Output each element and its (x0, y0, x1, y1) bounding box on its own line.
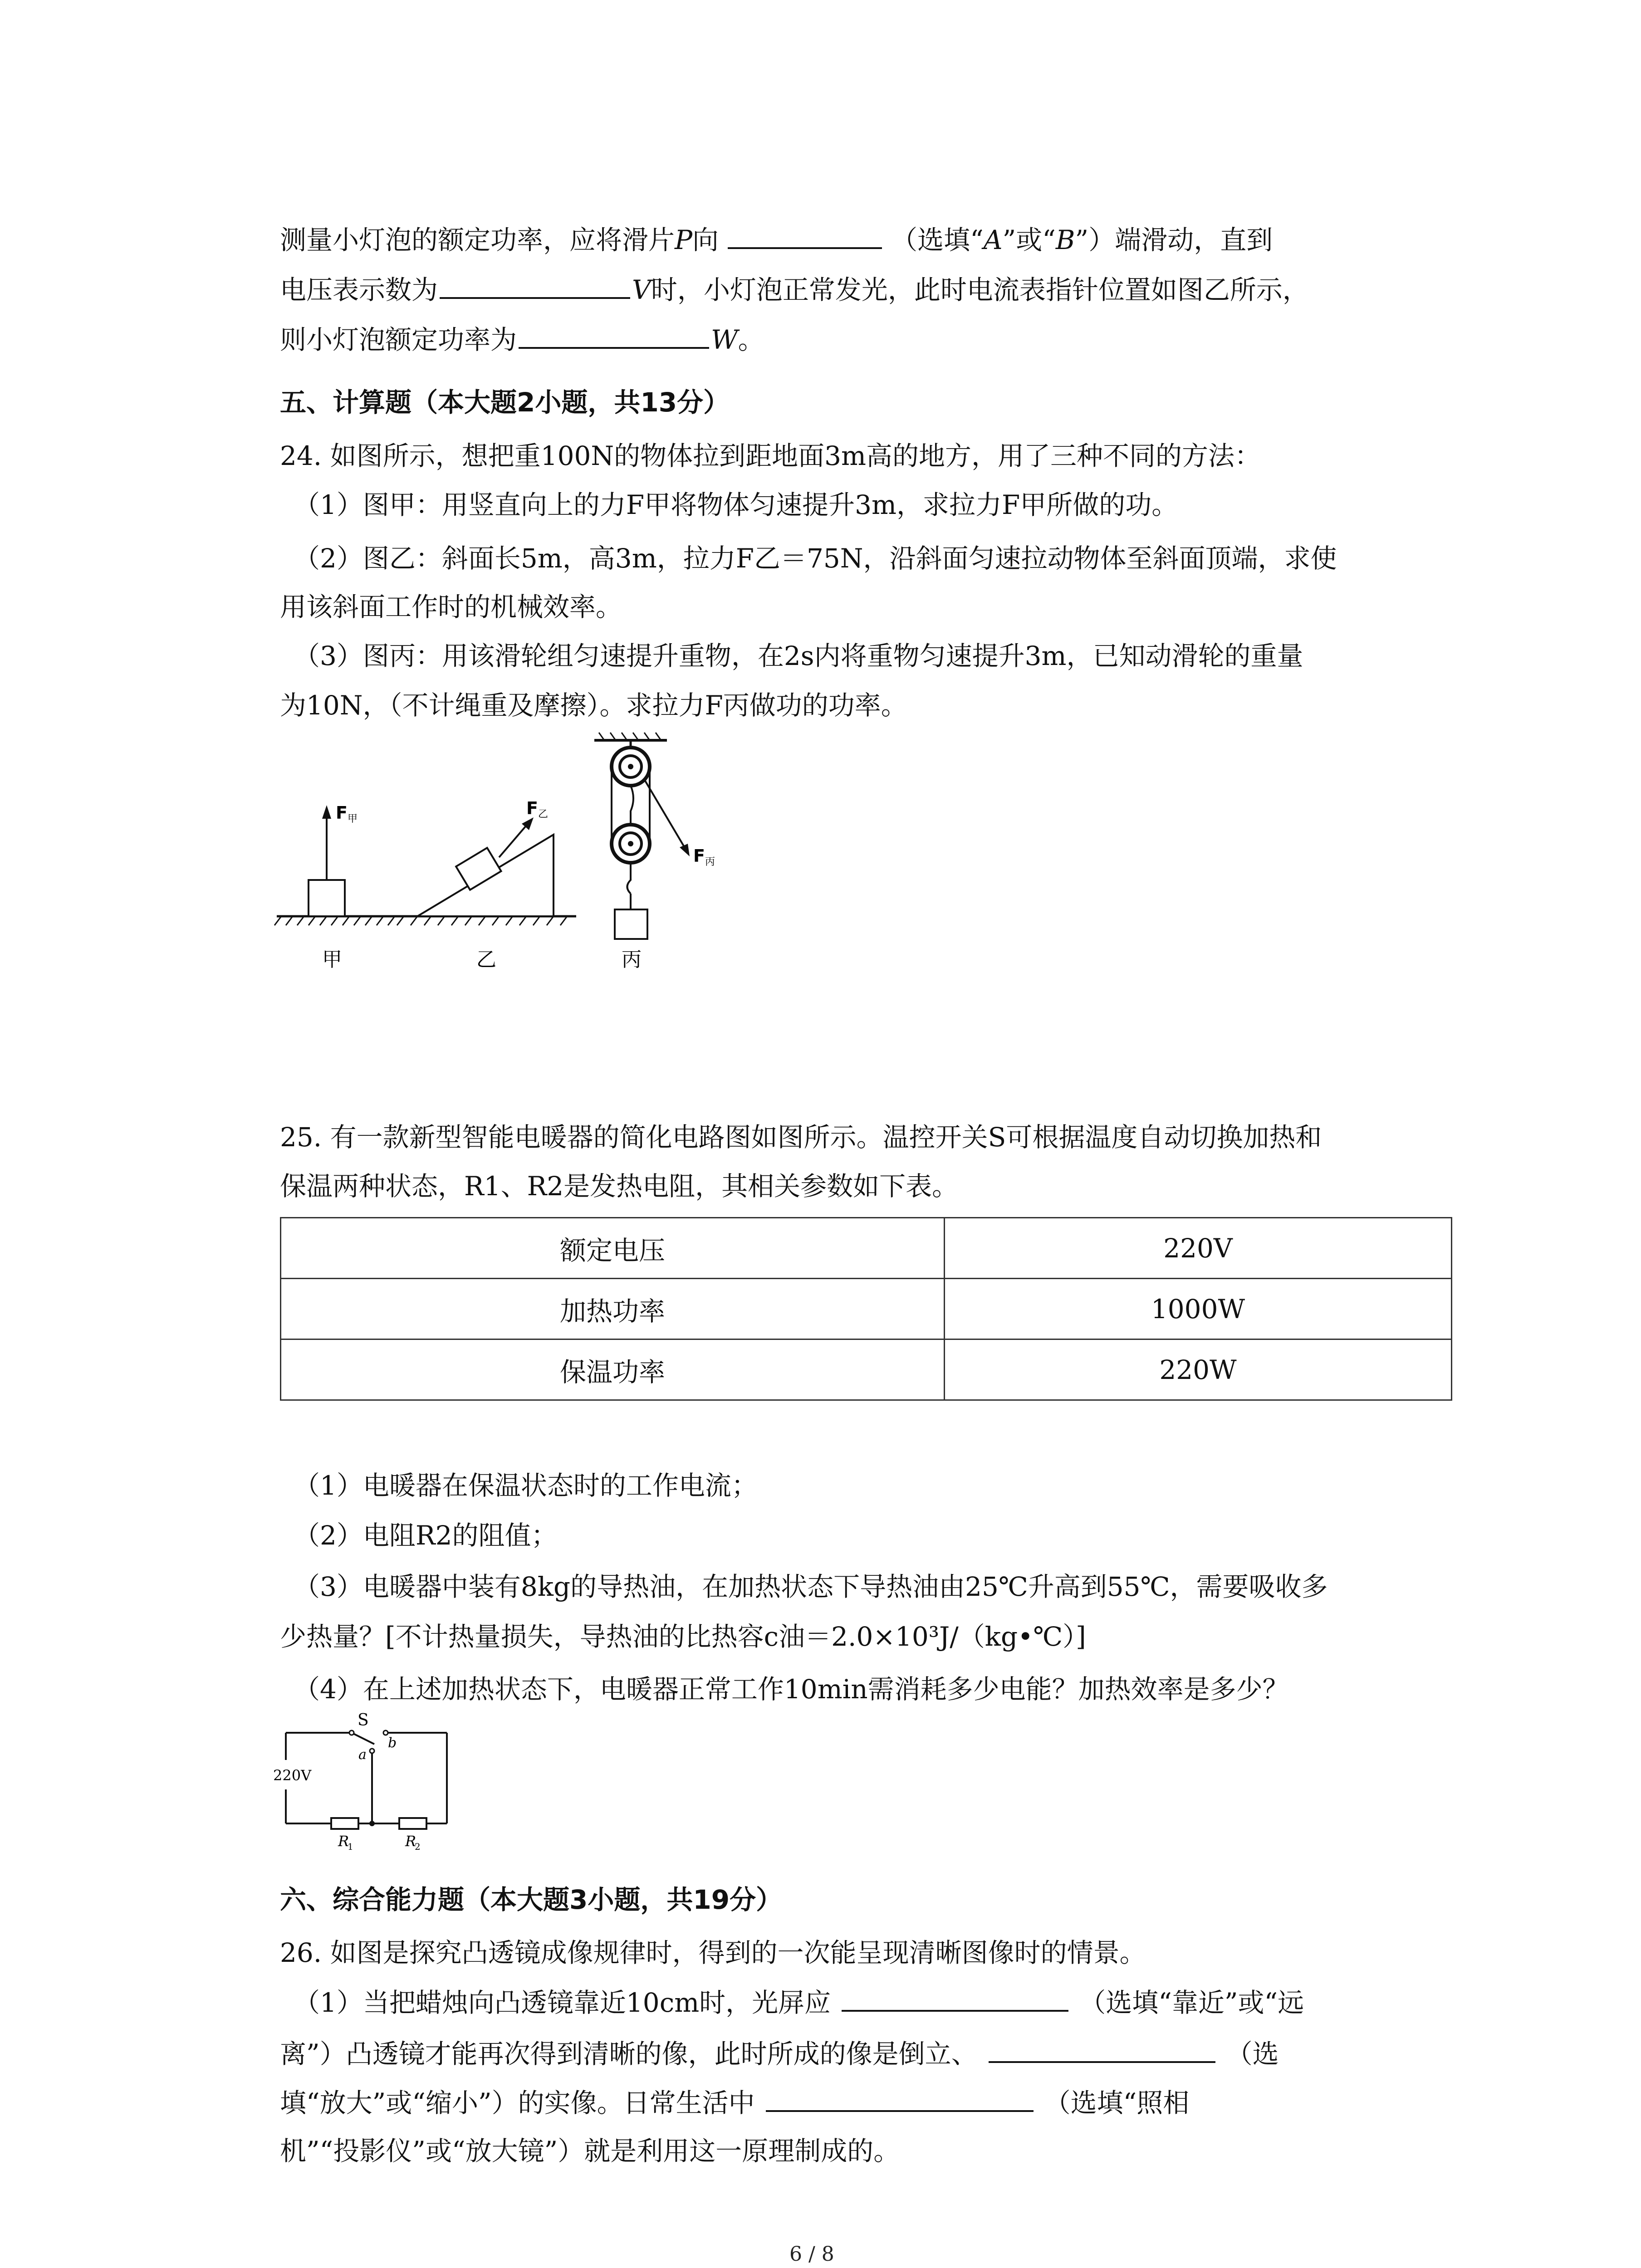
source-voltage-label: 220V (273, 1767, 312, 1784)
q25-part-3-cont: 少热量？[不计热量损失，导热油的比热容c油＝2.0×10³J/（kg•℃）] (280, 1621, 1086, 1652)
force-sub-bing: 丙 (705, 856, 715, 868)
answer-blank-screen[interactable] (842, 1984, 1068, 2012)
q24-part-1: （1）图甲：用竖直向上的力F甲将物体匀速提升3m，求拉力F甲所做的功。 (294, 489, 1178, 520)
force-sub-yi: 乙 (538, 809, 549, 820)
q24-part-3: （3）图丙：用该滑轮组匀速提升重物，在2s内将重物匀速提升3m，已知动滑轮的重量 (294, 640, 1303, 671)
q24-part-2-cont: 用该斜面工作时的机械效率。 (280, 591, 622, 622)
force-label-bing: F (693, 846, 705, 866)
q25-part-1: （1）电暖器在保温状态时的工作电流； (294, 1470, 758, 1501)
figure-jia-vertical-lift (272, 735, 399, 989)
q26-part-1-cont-3: 机”“投影仪”或“放大镜”）就是利用这一原理制成的。 (280, 2136, 900, 2166)
force-sub-jia: 甲 (348, 813, 358, 825)
table-cell-label: 额定电压 (281, 1218, 945, 1279)
figure-yi-incline (390, 735, 581, 989)
q24-stem: 24. 如图所示，想把重100N的物体拉到距地面3m高的地方，用了三种不同的方法： (280, 440, 1261, 471)
force-label-jia: F (336, 803, 348, 823)
r2-label: R (405, 1833, 416, 1850)
answer-blank-voltage[interactable] (440, 271, 630, 299)
q23-line-3: 则小灯泡额定功率为 W。 (280, 321, 764, 358)
q26-part-1: （1）当把蜡烛向凸透镜靠近10cm时，光屏应 （选填“靠近”或“远 (294, 1984, 1304, 2021)
q26-stem: 26. 如图是探究凸透镜成像规律时，得到的一次能呈现清晰图像时的情景。 (280, 1937, 1146, 1968)
page-number: 6 / 8 (789, 2243, 834, 2266)
table-cell-label: 保温功率 (281, 1339, 945, 1400)
q25-part-2: （2）电阻R2的阻值； (294, 1520, 558, 1551)
q23-line-2: 电压表示数为 V时，小灯泡正常发光，此时电流表指针位置如图乙所示， (280, 271, 1309, 308)
table-cell-value: 220V (945, 1218, 1452, 1279)
r2-sub: 2 (415, 1841, 421, 1852)
q24-part-2: （2）图乙：斜面长5m，高3m，拉力F乙＝75N，沿斜面匀速拉动物体至斜面顶端，求使 (294, 543, 1337, 574)
r1-label: R (338, 1833, 349, 1850)
caption-bing: 丙 (622, 948, 642, 971)
q26-part-1-cont-2: 填“放大”或“缩小”）的实像。日常生活中 （选填“照相 (280, 2084, 1189, 2121)
r1-sub: 1 (348, 1841, 353, 1852)
q24-part-3-cont: 为10N，（不计绳重及摩擦）。求拉力F丙做功的功率。 (280, 690, 907, 721)
table-cell-value: 1000W (945, 1279, 1452, 1339)
force-label-yi: F (526, 798, 538, 818)
table-cell-label: 加热功率 (281, 1279, 945, 1339)
q25-stem: 25. 有一款新型智能电暖器的简化电路图如图所示。温控开关S可根据温度自动切换加热和 (280, 1122, 1322, 1153)
circuit-diagram (272, 1710, 472, 1855)
switch-label: S (358, 1711, 369, 1730)
q26-part-1-cont: 离”）凸透镜才能再次得到清晰的像，此时所成的像是倒立、 （选 (280, 2035, 1279, 2072)
answer-blank-device[interactable] (766, 2084, 1034, 2112)
table-cell-value: 220W (945, 1339, 1452, 1400)
answer-blank-power[interactable] (519, 321, 709, 349)
caption-jia: 甲 (322, 948, 342, 971)
table-row (281, 1339, 1452, 1400)
answer-blank-direction[interactable] (728, 221, 882, 249)
contact-a-label: a (358, 1747, 367, 1763)
section-5-heading: 五、计算题（本大题2小题，共13分） (280, 387, 730, 418)
parameter-table (280, 1217, 1452, 1401)
contact-b-label: b (388, 1735, 397, 1751)
table-row (281, 1218, 1452, 1279)
answer-blank-image-size[interactable] (989, 2035, 1215, 2063)
q25-stem-cont: 保温两种状态，R1、R2是发热电阻，其相关参数如下表。 (280, 1171, 959, 1202)
q25-part-4: （4）在上述加热状态下，电暖器正常工作10min需消耗多少电能？加热效率是多少？ (294, 1674, 1289, 1705)
table-row (281, 1279, 1452, 1339)
figure-bing-pulley (585, 730, 749, 993)
caption-yi: 乙 (476, 948, 496, 971)
section-6-heading: 六、综合能力题（本大题3小题，共19分） (280, 1884, 783, 1915)
q25-part-3: （3）电暖器中装有8kg的导热油，在加热状态下导热油由25℃升高到55℃，需要吸收多 (294, 1571, 1328, 1602)
q23-line-1: 测量小灯泡的额定功率，应将滑片P向 （选填“A”或“B”）端滑动，直到 (280, 221, 1273, 258)
